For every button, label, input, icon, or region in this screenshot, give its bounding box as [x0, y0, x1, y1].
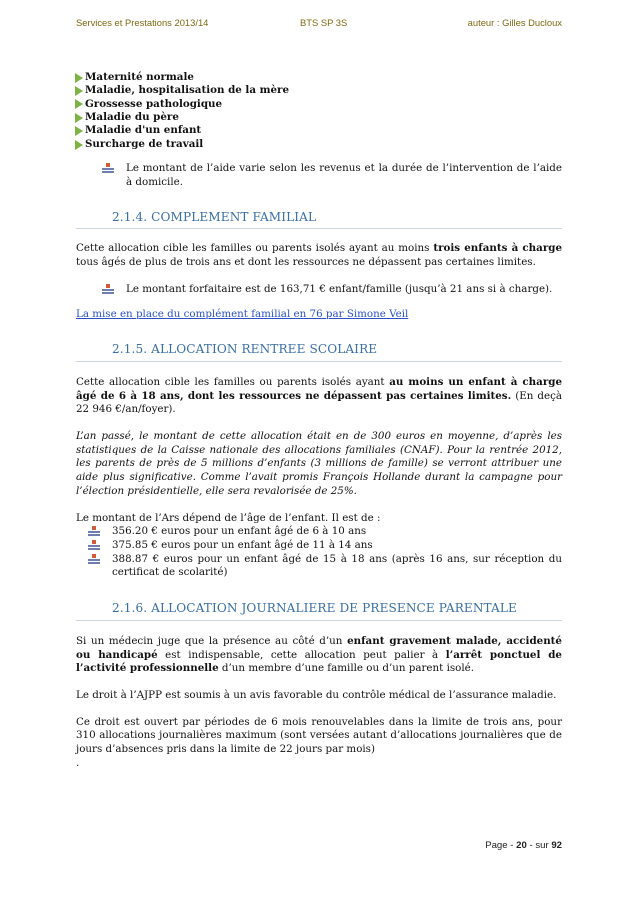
list-item: Maladie, hospitalisation de la mère: [75, 84, 562, 97]
paragraph: Si un médecin juge que la présence au côté d’un enfant gravement malade, accidenté ou handicapé est indispensable, cette allocation peut palier à l’arrêt ponctuel de l’activité professionnelle d’un membre d’une famille ou d’un parent isolé.: [76, 634, 562, 675]
list-item: Maternité normale: [75, 71, 562, 84]
list-item: Surcharge de travail: [75, 138, 562, 151]
amount-bullet: Le montant forfaitaire est de 163,71 € enfant/famille (jusqu’à 21 ans si à charge).: [76, 283, 562, 297]
arrow-bullet-icon: [75, 99, 83, 109]
page-total: 92: [551, 840, 562, 851]
book-bullet-icon: [101, 163, 115, 174]
section-heading-2-1-4: 2.1.4. COMPLEMENT FAMILIAL: [76, 211, 562, 230]
list-item: Grossesse pathologique: [75, 98, 562, 111]
book-bullet-icon: [87, 554, 101, 565]
arrow-bullet-icon: [75, 113, 83, 123]
italic-paragraph: L’an passé, le montant de cette allocation était en de 300 euros en moyenne, d’après les statistiques de la Caisse nationale des allocations familiales (CNAF). Pour la rentrée 2012, les parents de près de 5 millions d’enfants (3 millions de famille) se verront attribuer une aide plus significative. Comme l’avait promis François Hollande durant la campagne pour l’élection présidentielle, elle sera revalorisée de 25%.: [76, 430, 562, 497]
header-left: Services et Prestations 2013/14: [76, 17, 209, 28]
list-item: Maladie du père: [75, 111, 562, 124]
section-heading-2-1-6: 2.1.6. ALLOCATION JOURNALIERE DE PRESENCE PARENTALE: [76, 602, 562, 621]
book-bullet-icon: [87, 540, 101, 551]
arrow-bullet-icon: [75, 140, 83, 150]
intro-bullet: Le montant de l’aide varie selon les revenus et la durée de l’intervention de l’aide à domicile.: [76, 162, 562, 189]
arrow-bullet-icon: [75, 73, 83, 83]
ars-bullet: 356.20 € euros pour un enfant âgé de 6 à 10 ans: [76, 525, 562, 539]
header-right: auteur : Gilles Ducloux: [467, 17, 562, 28]
page-footer: Page - 20 - sur 92: [485, 840, 562, 851]
paragraph: Cette allocation cible les familles ou parents isolés ayant au moins un enfant à charge âgé de 6 à 18 ans, dont les ressources ne dépassent pas certaines limites. (En deçà 22 946 €/an/foyer).: [76, 375, 563, 416]
page-header: [76, 17, 562, 33]
section-heading-2-1-5: 2.1.5. ALLOCATION RENTREE SCOLAIRE: [76, 343, 562, 362]
paragraph: Le droit à l’AJPP est soumis à un avis favorable du contrôle médical de l’assurance maladie.: [76, 688, 557, 701]
arrow-bullet-icon: [75, 126, 83, 136]
trailing-dot: .: [76, 756, 80, 769]
paragraph: Cette allocation cible les familles ou parents isolés ayant au moins trois enfants à charge tous âgés de plus de trois ans et dont les ressources ne dépassent pas certaines limites.: [76, 242, 562, 269]
paragraph: Ce droit est ouvert par périodes de 6 mois renouvelables dans la limite de trois ans, pour 310 allocations journalières maximum (sont versées autant d’allocations journalières que de jours d’absences pris dans la limite de 22 jours par mois): [76, 715, 562, 756]
list-item: Maladie d'un enfant: [75, 125, 562, 138]
header-center: BTS SP 3S: [300, 17, 348, 28]
page-number: 20: [516, 840, 527, 851]
page-content: [76, 71, 562, 770]
simone-veil-link[interactable]: La mise en place du complément familial en 76 par Simone Veil: [76, 307, 409, 320]
ars-bullet: 388.87 € euros pour un enfant âgé de 15 à 18 ans (après 16 ans, sur réception du certificat de scolarité): [76, 553, 562, 580]
paragraph: Le montant de l’Ars dépend de l’âge de l’enfant. Il est de :: [76, 511, 381, 524]
arrow-bullet-icon: [75, 86, 83, 96]
book-bullet-icon: [87, 526, 101, 537]
ars-bullet: 375.85 € euros pour un enfant âgé de 11 à 14 ans: [76, 539, 562, 553]
book-bullet-icon: [101, 284, 115, 295]
arrow-list: [75, 71, 562, 151]
